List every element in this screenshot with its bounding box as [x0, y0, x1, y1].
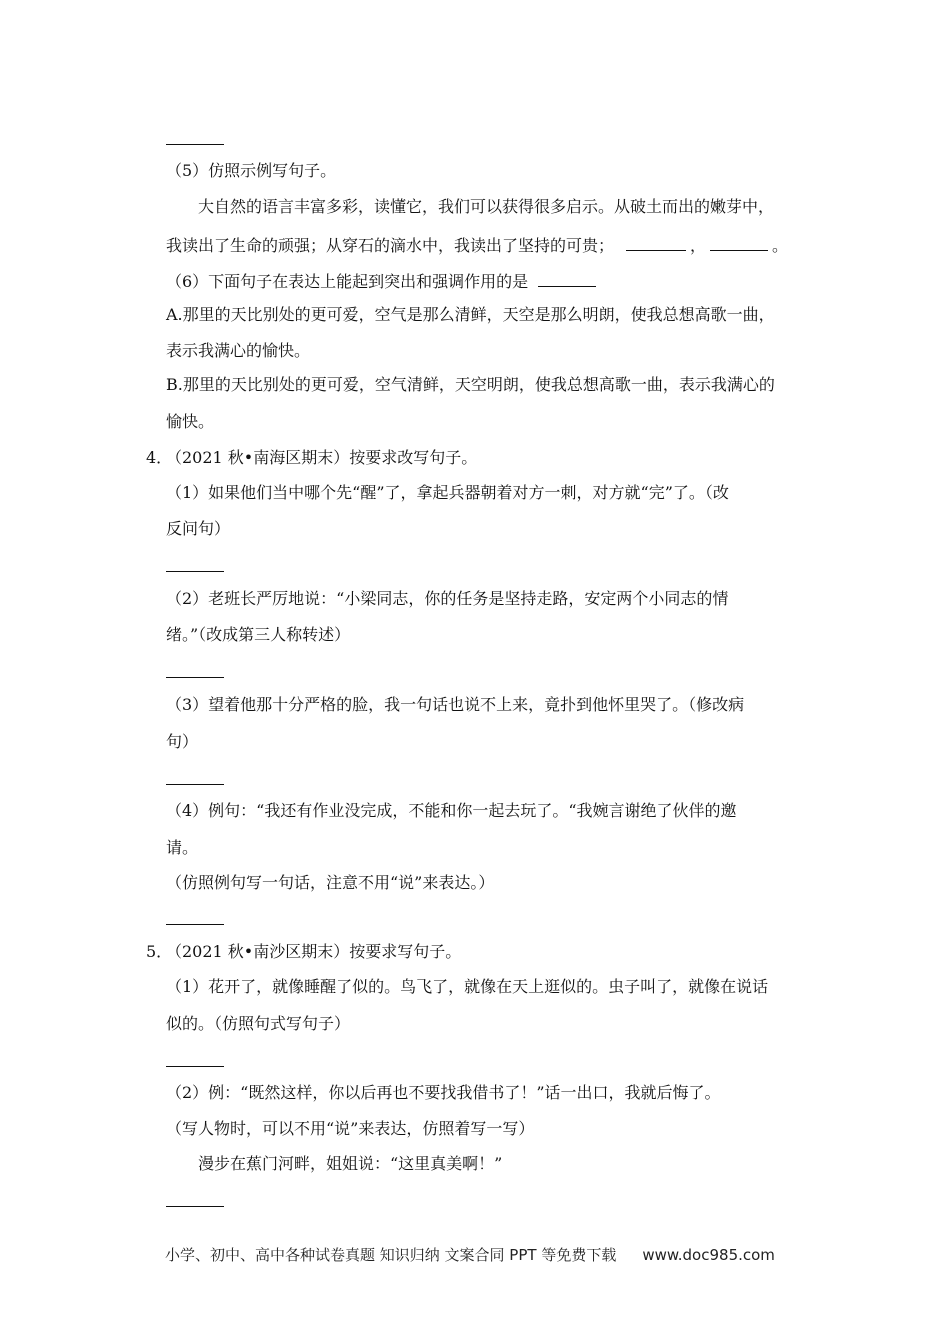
option-b-line1: B.那里的天比别处的更可爱，空气清鲜，天空明朗，使我总想高歌一曲，表示我满心的 [166, 375, 775, 394]
q3-6-label [166, 270, 600, 293]
q4-3-line1: （3）望着他那十分严格的脸，我一句话也说不上来，竟扑到他怀里哭了。（修改病 [166, 695, 745, 714]
footer-url[interactable]: www.doc985.com [642, 1246, 775, 1264]
q3-6-text: （6）下面句子在表达上能起到突出和强调作用的是 [166, 272, 529, 291]
q5-2-line1: （2）例：“既然这样，你以后再也不要找我借书了！”话一出口，我就后悔了。 [166, 1083, 721, 1102]
answer-blank[interactable] [166, 924, 224, 925]
q4-1-line1: （1）如果他们当中哪个先“醒”了，拿起兵器朝着对方一刺，对方就“完”了。（改 [166, 483, 729, 502]
q3-5-separator: ， [690, 236, 707, 255]
q5-title: （2021 秋•南沙区期末）按要求写句子。 [166, 942, 462, 961]
q4-2-line1: （2）老班长严厉地说：“小梁同志，你的任务是坚持走路，安定两个小同志的情 [166, 589, 729, 608]
answer-blank[interactable] [166, 677, 224, 678]
page-footer [165, 1244, 775, 1266]
answer-blank[interactable] [166, 784, 224, 785]
q5-2-line3: 漫步在蕉门河畔，姐姐说：“这里真美啊！” [198, 1154, 503, 1173]
q4-4-line1: （4）例句：“我还有作业没完成，不能和你一起去玩了。“我婉言谢绝了伙伴的邀 [166, 801, 737, 820]
q3-5-text-line2 [166, 234, 788, 257]
answer-blank[interactable] [538, 270, 596, 287]
option-a-line1: A.那里的天比别处的更可爱，空气是那么清鲜，天空是那么明朗，使我总想高歌一曲， [166, 305, 775, 324]
q4-1-line2: 反问句） [166, 519, 231, 538]
q5-1-line2: 似的。（仿照句式写句子） [166, 1014, 351, 1033]
q3-5-text-content: 我读出了生命的顽强；从穿石的滴水中，我读出了坚持的可贵； [166, 236, 615, 255]
answer-blank[interactable] [166, 144, 224, 145]
q3-5-label: （5）仿照示例写句子。 [166, 161, 337, 180]
footer-text: 小学、初中、高中各种试卷真题 知识归纳 文案合同 PPT 等免费下载 [165, 1246, 617, 1264]
q4-4-line2: 请。 [166, 838, 199, 857]
q5-1-line1: （1）花开了，就像睡醒了似的。鸟飞了，就像在天上逛似的。虫子叫了，就像在说话 [166, 977, 769, 996]
q4-4-line3: （仿照例句写一句话，注意不用“说”来表达。） [166, 873, 495, 892]
answer-blank[interactable] [710, 234, 768, 251]
q4-title: （2021 秋•南海区期末）按要求改写句子。 [166, 448, 478, 467]
answer-blank[interactable] [166, 1066, 224, 1067]
q3-5-end: 。 [772, 236, 789, 255]
answer-blank[interactable] [626, 234, 686, 251]
option-a-line2: 表示我满心的愉快。 [166, 341, 311, 360]
q3-5-text-line1: 大自然的语言丰富多彩，读懂它，我们可以获得很多启示。从破土而出的嫩芽中， [198, 197, 775, 216]
answer-blank[interactable] [166, 571, 224, 572]
q5-2-line2: （写人物时，可以不用“说”来表达，仿照着写一写） [166, 1119, 535, 1138]
option-b-line2: 愉快。 [166, 412, 215, 431]
q4-number: 4． [146, 448, 173, 467]
answer-blank[interactable] [166, 1206, 224, 1207]
q5-number: 5． [146, 942, 173, 961]
q4-2-line2: 绪。”（改成第三人称转述） [166, 625, 351, 644]
q4-3-line2: 句） [166, 732, 199, 751]
